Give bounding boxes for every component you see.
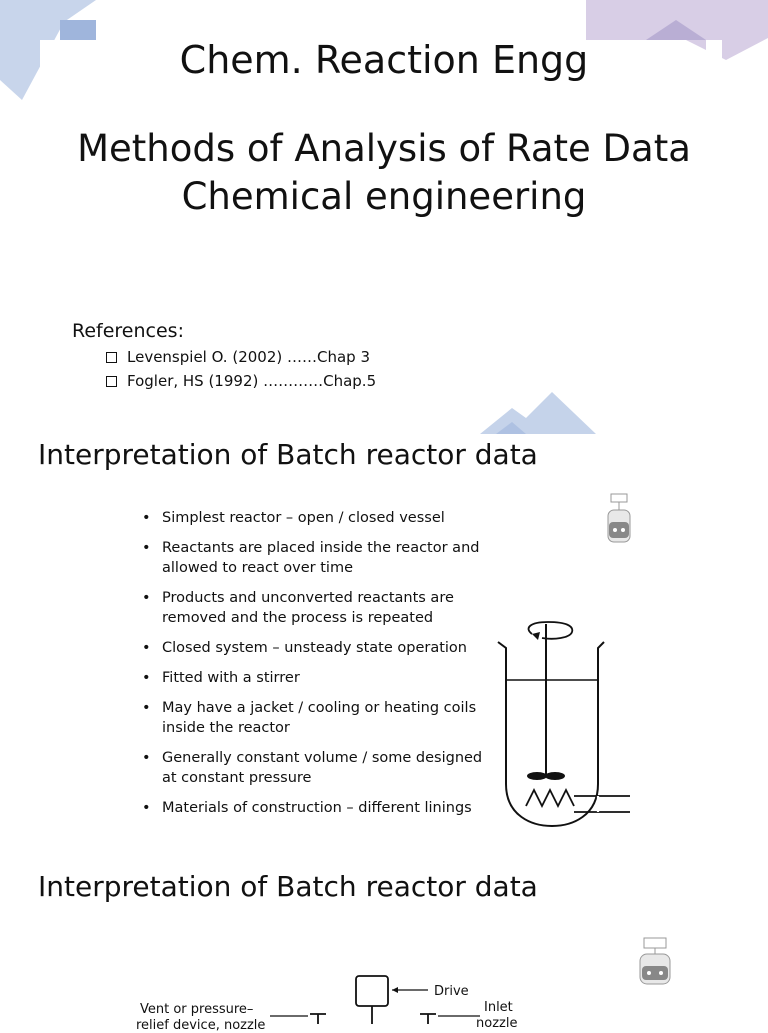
diagram-label-inlet: Inlet	[484, 1000, 513, 1015]
bullet-item: • Materials of construction – different linings	[142, 798, 492, 818]
decor-bottom-right	[480, 390, 600, 434]
bullet-item: • Simplest reactor – open / closed vessel	[142, 508, 492, 528]
bullet-item: • Generally constant volume / some designed at constant pressure	[142, 748, 492, 788]
slide-subtitle	[0, 125, 768, 221]
bullet-item: • Fitted with a stirrer	[142, 668, 492, 688]
checkbox-icon	[106, 352, 117, 363]
batch-reactor-icon	[636, 936, 676, 992]
subtitle-line-2: Chemical engineering	[181, 175, 587, 218]
diagram-label-vent: Vent or pressure–	[140, 1002, 254, 1017]
bullet-list	[142, 508, 492, 828]
subtitle-line-1: Methods of Analysis of Rate Data	[77, 127, 691, 170]
diagram-label-inlet-2: nozzle	[476, 1016, 518, 1031]
bullet-item: • Products and unconverted reactants are removed and the process is repeated	[142, 588, 492, 628]
stirred-reactor-drawing	[494, 612, 634, 834]
reference-item	[106, 372, 376, 390]
reference-item	[106, 348, 376, 366]
section-heading: Interpretation of Batch reactor data	[38, 870, 538, 903]
bullet-item: • Reactants are placed inside the reactor and allowed to react over time	[142, 538, 492, 578]
batch-reactor-icon	[604, 492, 634, 552]
section-heading: Interpretation of Batch reactor data	[38, 438, 538, 471]
slide-title: Chem. Reaction Engg	[179, 38, 589, 82]
reference-text: Levenspiel O. (2002) ……Chap 3	[127, 348, 370, 366]
checkbox-icon	[106, 376, 117, 387]
references-block	[72, 320, 376, 390]
bullet-item: • Closed system – unsteady state operation	[142, 638, 492, 658]
diagram-label-drive: Drive	[434, 984, 469, 999]
reference-text: Fogler, HS (1992) …………Chap.5	[127, 372, 377, 390]
diagram-label-vent-2: relief device, nozzle	[136, 1018, 266, 1033]
references-label: References:	[72, 320, 184, 342]
bullet-item: • May have a jacket / cooling or heating coils inside the reactor	[142, 698, 492, 738]
